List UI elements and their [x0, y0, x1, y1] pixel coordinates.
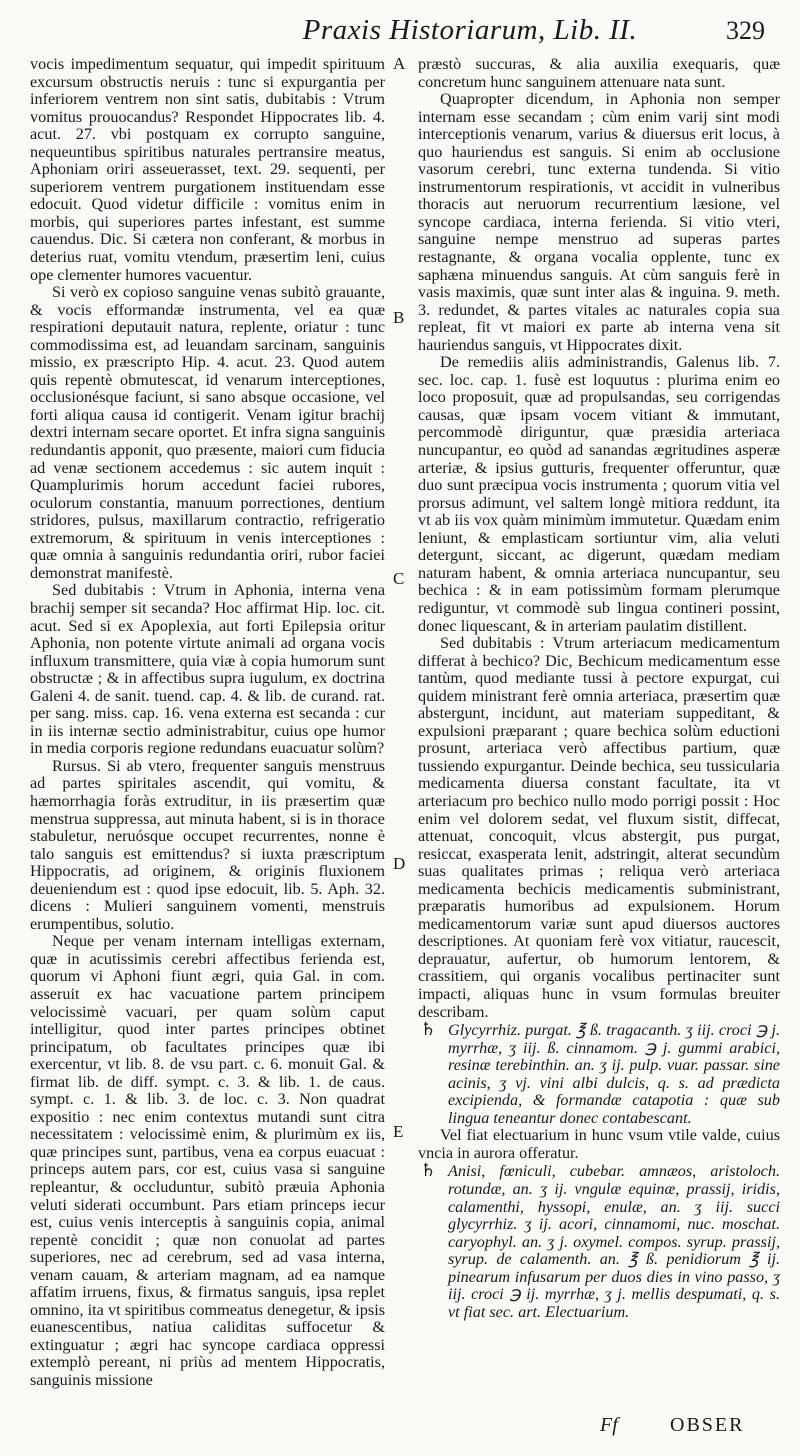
paragraph: Quapropter dicendum, in Aphonia non semper internam esse secandam ; cùm enim varij sint modi interceptionis venarum, varius & diuersus erit locus, à quo hauriendus est sanguis. Si enim ab occlusione vasorum cerebri, tunc externa tundenda. Si vitio instrumentorum respirationis, vt accidit in vulneribus thoracis aut neruorum recurrentium læsione, vel syncope cardiaca, interna ferienda. Si vitio vteri, sanguine nempe menstruo ad superas partes restagnante, & organa vocalia opplente, tunc ex saphæna minuendus sanguis. At cùm sanguis ferè in vasis maximis, quæ sunt inter alas & inguina. 9. meth. 3. redundet, & partes vitales ac naturales copia sua repleat, fit vt maiori ex parte ab interna vena sit hauriendus sanguis, vt Hippocrates dixit. [418, 90, 780, 354]
page-number: 329 [726, 16, 765, 45]
recipe-paragraph [418, 1162, 780, 1321]
margin-letter-e: E [393, 1122, 404, 1141]
paragraph: Neque per venam internam intelligas externam, quæ in acutissimis cerebri affectibus ferienda est, quorum vi Aphoni fiunt ægri, quia Gal. in com. asseruit ex hac vacuatione partem principem velocissimè vacuari, per quam solùm caput intelligitur, quod inter partes principes obtinet principatum, ob facultates principes quæ ibi exercentur, vt lib. 8. de vsu part. c. 6. monuit Gal. & firmat lib. de diff. sympt. c. 3. & lib. 1. de caus. sympt. c. 1. & lib. 3. de loc. c. 3. Non quadrat expositio : nec enim contextus mutandi sunt citra necessitatem : velocissimè enim, & plurimùm ex iis, quæ principes sunt, partibus, vena ea corpus euacuat : princeps autem pars, cor est, cuius vasa si sanguine repleantur, & occluduntur, subitò præuia Aphonia veluti siderati occumbunt. Pars etiam princeps iecur est, cuius venis interceptis à sanguinis copia, animal repentè concidit ; quæ non conuolat ad partes superiores, nec ad cerebrum, sed ad vasa interna, venam cauam, & arteriam magnam, ad ea namque affatim irruens, fixus, & firmatus sanguis, ipsa replet omnino, ita vt spiritibus commeatus denegetur, & ipsis euanescentibus, natiua caliditas suffocetur & extinguatur ; ægri hac syncope cardiaca oppressi extemplò pereant, ni priùs ad mentem Hippocratis, sanguinis missione [30, 932, 385, 1390]
page-footer [0, 1414, 800, 1444]
left-column [30, 56, 385, 1390]
paragraph: Si verò ex copioso sanguine venas subitò grauante, & vocis efformandæ instrumenta, vel ea quæ respirationi deputauit natura, replente, oriatur : tunc commodissima est, ad leuandam sarcinam, sanguinis missio, ex præscripto Hip. 4. acut. 23. Quod autem quis repentè obmutescat, id venarum interceptiones, occlusionésque faciunt, si sano absque occasione, vel forti aliqua causa id contigerit. Venam igitur brachij dextri internam secare oportet. Et infra signa sanguinis redundantis apponit, quo præsente, maiori cum fiducia ad venæ sectionem accedemus : sic autem inquit : Quamplurimis horum accedunt faciei rubores, oculorum constantia, manuum porrectiones, dentium stridores, pulsus, maxillarum contractio, refrigeratio extremorum, & spirituum in venis interceptiones : quæ omnia à sanguinis redundantia oriri, rubor faciei demonstrat manifestè. [30, 283, 385, 582]
paragraph: Sed dubitabis : Vtrum arteriacum medicamentum differat à bechico? Dic, Bechicum medicamentum esse tantùm, quod mediante tussi à pectore expurgat, cui quidem ministrant ferè omnia arteriaca, præsertim quæ abstergunt, incidunt, aut materiam suppeditant, & expulsioni præparant ; quare bechica solùm eductioni prosunt, arteriaca verò affectibus partium, quæ tussiendo expurgantur. Deinde bechica, seu tussicularia medicamenta diuersa constant facultate, ita vt arteriacum pro bechico nullo modo porrigi possit : Hoc enim vel dolorem sedat, vel fluxum sistit, diffecat, attenuat, concoquit, vlcus abstergit, pus purgat, resiccat, exasperata lenit, adstringit, alterat secundùm suas qualitates primas ; reliqua verò arteriaca medicamenta bechicis medicamentis subministrant, præparatis humoribus ad expulsionem. Horum medicamentorum variæ sunt apud diuersos auctores descriptiones. At quoniam ferè vox vitiatur, raucescit, deprauatur, aufertur, ob humorum lentorem, & crassitiem, qui organis vocalibus pertinaciter sunt impacti, aliquas hunc in vsum formulas breuiter describam. [418, 634, 780, 1021]
recipe-paragraph [418, 1021, 780, 1127]
signature-mark: Ff [600, 1414, 618, 1436]
margin-letter-c: C [393, 569, 405, 588]
running-head [0, 14, 800, 54]
paragraph: Vel fiat electuarium in hunc vsum vtile valde, cuius vncia in aurora offeratur. [418, 1126, 780, 1162]
paragraph: præstò succuras, & alia auxilia exequaris, quæ concretum hunc sanguinem attenuare nata sunt. [418, 55, 780, 91]
catchword: OBSER [670, 1414, 745, 1436]
margin-letter-d: D [393, 854, 406, 873]
margin-letter-a: A [393, 54, 406, 73]
paragraph: De remediis aliis administrandis, Galenus lib. 7. sec. loc. cap. 1. fusè est loquutus : plurima enim eo loco proposuit, quæ ad propulsandas, seu corrigendas causas, quæ ipsam vocem vitiant & immutant, percommodè diriguntur, quæ præsidia arteriaca nuncupantur, eo quòd ad sanandas ægritudines asperæ arteriæ, & ipsius gutturis, frequenter offeruntur, quæ duo sunt præcipua vocis instrumenta ; quorum vitia vel prorsus adimunt, vel saltem longè mitiora reddunt, ita vt ab iis vox quàm minimùm immutetur. Quædam enim leniunt, & emplasticam sortiuntur vim, alia veluti detergunt, siccant, ac digerunt, quædam mediam naturam habent, & omnia arteriaca nuncupantur, seu bechica : & in eam potissimùm formam plerumque rediguntur, vt commodè sub lingua contineri possint, donec liquescant, & in arteriam paulatim distillent. [418, 353, 780, 635]
recipe-text: Glycyrrhiz. purgat. ℥ ß. tragacanth. ʒ iij. croci ℈ j. myrrhæ, ʒ iij. ß. cinnamom. ℈ j. gummi arabici, resinæ terebinthin. an. ʒ ij. pulp. vuar. passar. sine acinis, ʒ vj. vini albi dulcis, q. s. ad prædicta excipienda, & formandæ catapotia : quæ sub lingua teneantur donec contabescant. [448, 1021, 780, 1127]
running-title: Praxis Historiarum, Lib. II. [302, 14, 638, 46]
margin-letter-b: B [393, 308, 405, 327]
paragraph: vocis impedimentum sequatur, qui impedit spirituum excursum obstructis neruis : tunc si expurgantia per inferiorem ventrem non sint satis, dubitabis : Vtrum vomitus prouocandus? Respondet Hippocrates lib. 4. acut. 27. vbi postquam ex corrupto sanguine, nequeuntibus spiritibus naturales pertransire meatus, Aphoniam oriri asseuerasset, text. 29. sequenti, per superiorem ventrem purgationem instituendam esse edocuit. Quod videtur difficile : vomitus enim in morbis, qui superiores partes infestant, est summe cauendus. Dic. Si cætera non conferant, & morbus in deterius ruat, vomitu vtendum, præsertim leni, cuius ope clementer humores vacuentur. [30, 55, 385, 284]
paragraph: Rursus. Si ab vtero, frequenter sanguis menstruus ad partes spiritales ascendit, qui vomitu, & hæmorrhagia foràs extruditur, in iis præsertim quæ menstrua suppressa, aut minuta habent, si is in thorace stabuletur, neruósque occupet recurrentes, nonne è talo sanguis est emittendus? si iuxta præscriptum Hippocratis, ad originem, & originis fluxionem deueniendum est : quod ipse edocuit, lib. 5. Aph. 32. dicens : Mulieri sanguinem vomenti, menstruis erumpentibus, solutio. [30, 756, 385, 933]
paragraph: Sed dubitabis : Vtrum in Aphonia, interna vena brachij semper sit secanda? Hoc affirmat Hip. loc. cit. acut. Sed si ex Apoplexia, aut forti Epilepsia oritur Aphonia, non potente virtute animali ad organa vocis influxum transmittere, quia viæ à copia humorum sunt obstructæ ; & in affectibus supra iugulum, ex doctrina Galeni 4. de sanit. tuend. cap. 4. & lib. de curand. rat. per sang. miss. cap. 16. vena externa est secanda : cur in iis internæ sectio administrabitur, cuius ope humor in media corporis regione redundans euacuatur solùm? [30, 581, 385, 758]
right-column [418, 56, 780, 1321]
recipe-text: Anisi, fœniculi, cubebar. amnæos, aristoloch. rotundæ, an. ʒ ij. vngulæ equinæ, prassij, iridis, calamenthi, hyssopi, enulæ, an. ʒ iij. succi glycyrrhiz. ʒ ij. acori, cinnamomi, nuc. moschat. caryophyl. an. ʒ j. oxymel. compos. syrup. prassij, syrup. de calamenth. an. ℥ ß. penidiorum ℥ ij. pinearum infusarum per duos dies in vino passo, ʒ iij. croci ℈ ij. myrrhæ, ʒ j. mellis despumati, q. s. vt fiat sec. art. Electuarium. [448, 1162, 780, 1321]
